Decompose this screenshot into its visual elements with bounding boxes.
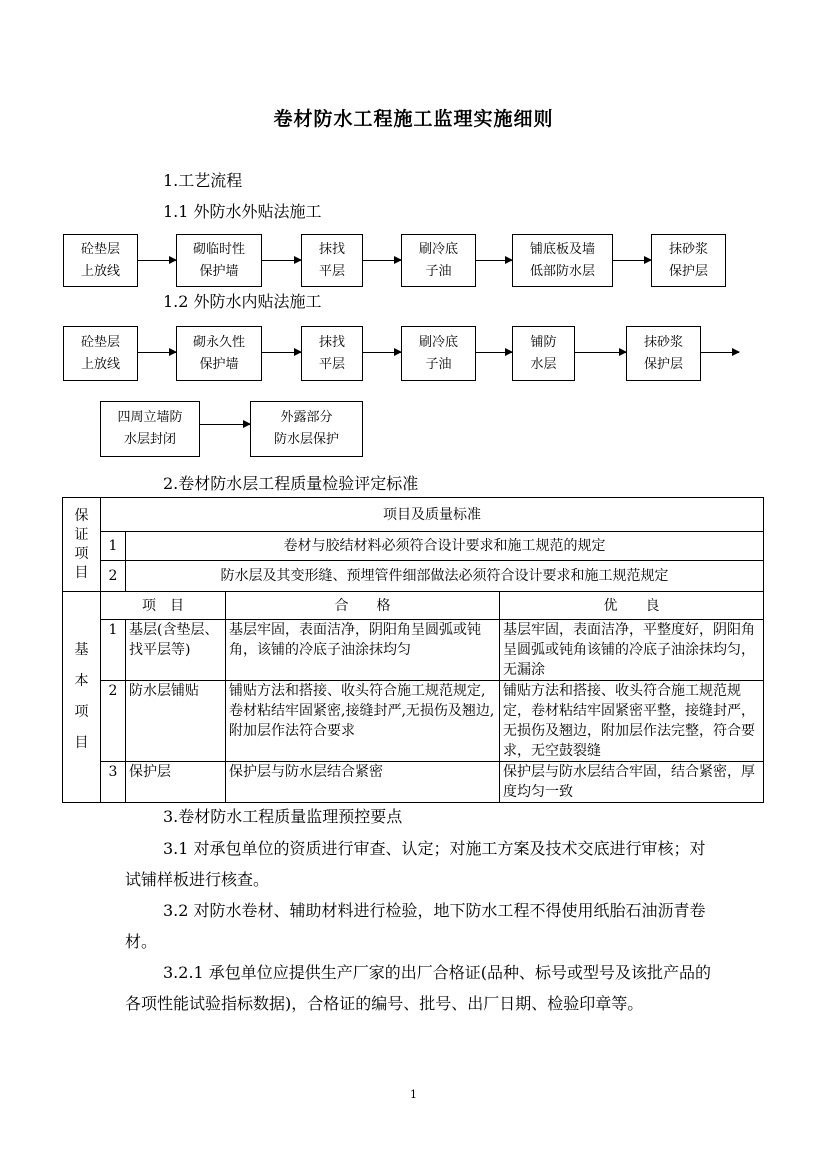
- basic-header-item: 项 目: [101, 592, 226, 620]
- basic-item-name: 基层(含垫层、找平层等): [126, 620, 226, 681]
- flow3-step-2: 外露部分 防水层保护: [250, 401, 363, 457]
- flow1-step-4: 刷冷底 子油: [401, 234, 476, 287]
- basic-item-no: 3: [101, 762, 126, 803]
- guarantee-item-text: 卷材与胶结材料必须符合设计要求和施工规范的规定: [126, 532, 764, 561]
- paragraph-3-2-1: 3.2.1 承包单位应提供生产厂家的出厂合格证(品种、标号或型号及该批产品的各项性能试验指标数据)，合格证的编号、批号、出厂日期、检验印章等。: [125, 963, 712, 1013]
- flow1-step-5: 铺底板及墙 低部防水层: [512, 234, 613, 287]
- flow1-arrow-3: [363, 260, 401, 261]
- flow2-step-4: 刷冷底 子油: [401, 326, 476, 381]
- paragraph-3-1: 3.1 对承包单位的资质进行审查、认定；对施工方案及技术交底进行审核；对试铺样板进行核查。: [125, 839, 706, 889]
- flow1-arrow-1: [138, 260, 176, 261]
- flow2-step-6: 抹砂浆 保护层: [626, 326, 701, 381]
- flow2-step-3: 抹找 平层: [301, 326, 363, 381]
- document-title: 卷材防水工程施工监理实施细则: [273, 108, 554, 130]
- flow2-arrow-4: [476, 352, 512, 353]
- flow1-step-6: 抹砂浆 保护层: [651, 234, 726, 287]
- flow3-step-1: 四周立墙防 水层封闭: [100, 401, 200, 457]
- basic-item-name: 保护层: [126, 762, 226, 803]
- basic-items-label: 基 本 项 目: [63, 592, 101, 803]
- basic-item-pass: 基层牢固，表面洁净，阴阳角呈圆弧或钝角，该铺的冷底子油涂抹均匀: [226, 620, 500, 681]
- guarantee-item-no: 2: [101, 561, 126, 592]
- basic-header-good: 优 良: [500, 592, 764, 620]
- quality-standard-table: [62, 497, 764, 803]
- basic-item-good: 基层牢固，表面洁净，平整度好，阴阳角呈圆弧或钝角该铺的冷底子油涂抹均匀，无漏涂: [500, 620, 764, 681]
- flow1-arrow-4: [476, 260, 512, 261]
- flow1-arrow-5: [613, 260, 651, 261]
- flow3-arrow-1: [200, 424, 250, 425]
- basic-item-name: 防水层铺贴: [126, 681, 226, 762]
- flow1-step-2: 砌临时性 保护墙: [176, 234, 262, 287]
- guarantee-items-label: 保 证 项 目: [63, 498, 101, 592]
- flow2-step-1: 砼垫层 上放线: [63, 326, 138, 381]
- section-1-heading: 1.工艺流程: [163, 171, 243, 190]
- guarantee-header: 项目及质量标准: [101, 498, 764, 532]
- basic-item-no: 1: [101, 620, 126, 681]
- flow1-arrow-2: [262, 260, 301, 261]
- page-number: 1: [410, 1088, 417, 1101]
- basic-item-good: 保护层与防水层结合牢固，结合紧密，厚度均匀一致: [500, 762, 764, 803]
- basic-header-pass: 合 格: [226, 592, 500, 620]
- guarantee-item-text: 防水层及其变形缝、预埋管件细部做法必须符合设计要求和施工规范规定: [126, 561, 764, 592]
- paragraph-3-2: 3.2 对防水卷材、辅助材料进行检验，地下防水工程不得使用纸胎石油沥青卷材。: [125, 901, 706, 951]
- basic-item-pass: 铺贴方法和搭接、收头符合施工规范规定,卷材粘结牢固紧密,接缝封严,无损伤及翘边,附加层作法符合要求: [226, 681, 500, 762]
- flow1-step-1: 砼垫层 上放线: [63, 234, 138, 287]
- flow2-arrow-2: [262, 352, 301, 353]
- flow2-step-5: 铺防 水层: [512, 326, 575, 381]
- basic-item-no: 2: [101, 681, 126, 762]
- basic-item-pass: 保护层与防水层结合紧密: [226, 762, 500, 803]
- flow2-arrow-1: [138, 352, 176, 353]
- section-1-1-heading: 1.1 外防水外贴法施工: [163, 202, 322, 221]
- flow2-arrow-5: [575, 352, 626, 353]
- section-3-heading: 3.卷材防水工程质量监理预控要点: [163, 807, 403, 826]
- basic-item-good: 铺贴方法和搭接、收头符合施工规范规定，卷材粘结牢固紧密平整，接缝封严，无损伤及翘边，附加层作法完整，符合要求，无空鼓裂缝: [500, 681, 764, 762]
- section-2-heading: 2.卷材防水层工程质量检验评定标准: [163, 474, 419, 493]
- flow2-arrow-6: [701, 352, 739, 353]
- guarantee-item-no: 1: [101, 532, 126, 561]
- flow2-step-2: 砌永久性 保护墙: [176, 326, 262, 381]
- flow1-step-3: 抹找 平层: [301, 234, 363, 287]
- flow2-arrow-3: [363, 352, 401, 353]
- section-1-2-heading: 1.2 外防水内贴法施工: [163, 292, 322, 311]
